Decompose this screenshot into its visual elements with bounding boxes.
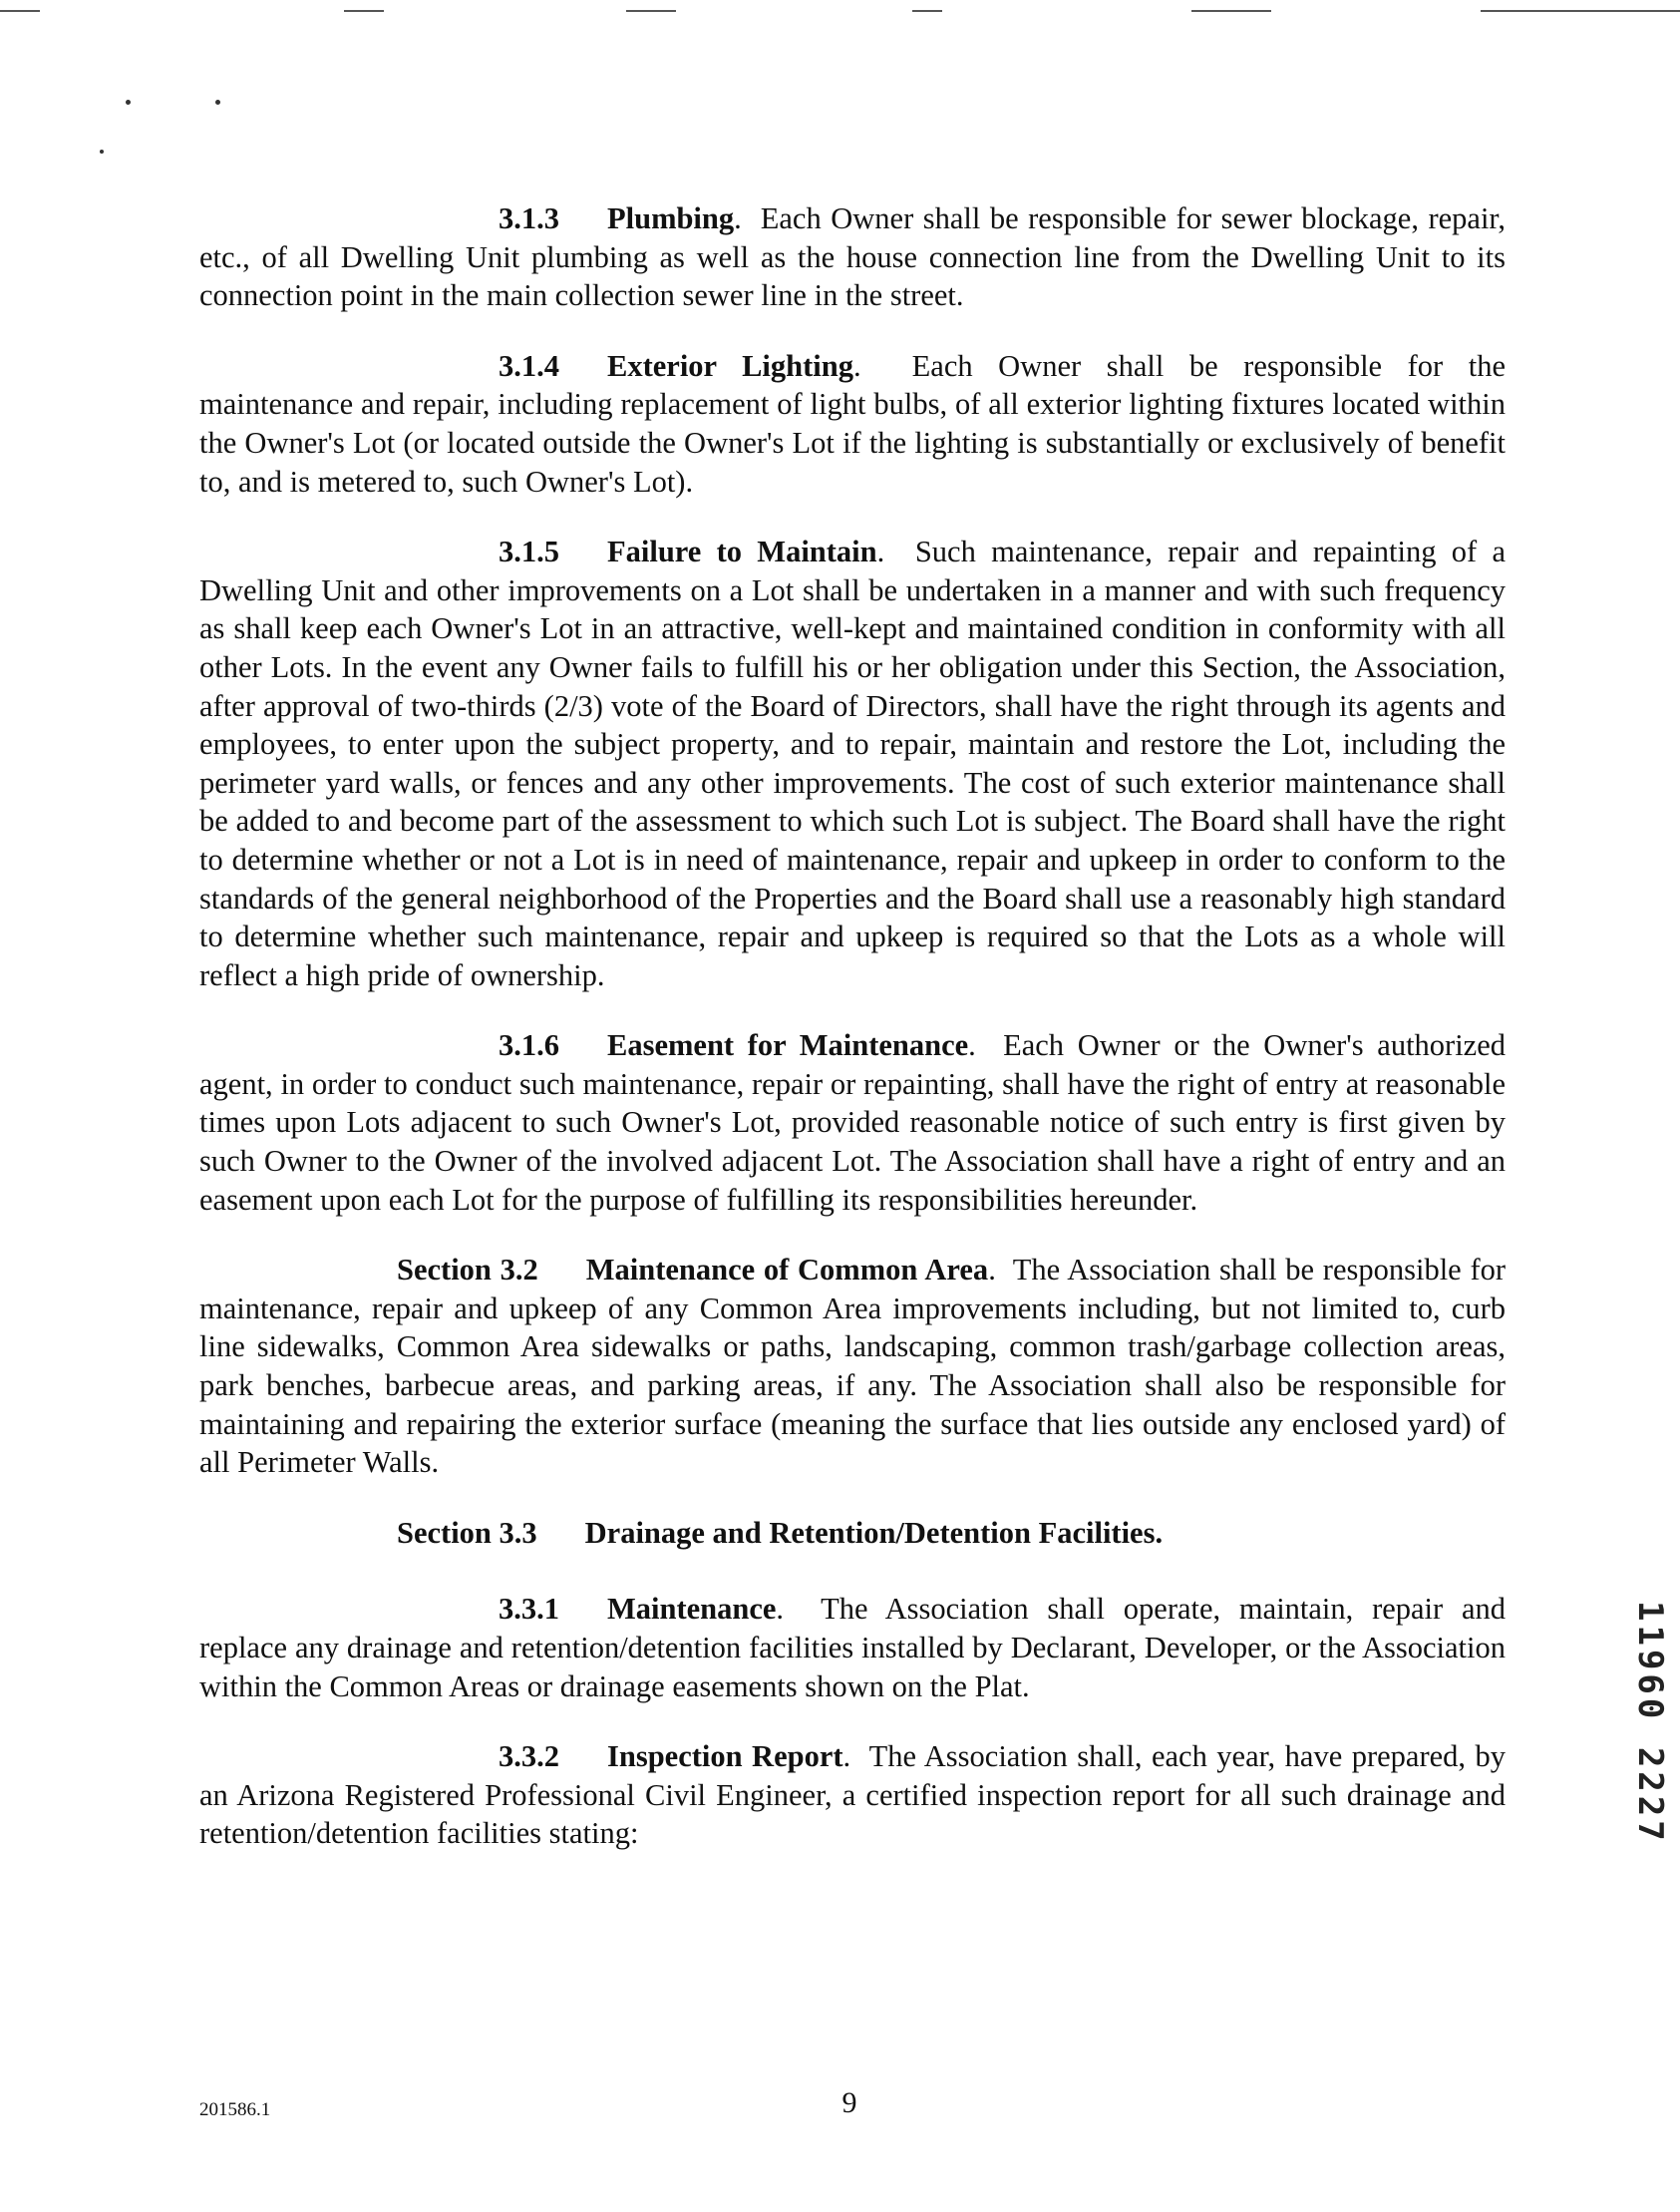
paragraph-heading: Failure to Maintain [607, 535, 877, 569]
paragraph-number: 3.3.2 [499, 1739, 559, 1774]
scan-artifact [626, 10, 676, 12]
paragraph-number: 3.1.6 [499, 1028, 559, 1063]
paragraph-text: The Association shall operate, maintain, repair and replace any drainage and retention/detention facilities installed by Declarant, Developer, or the Association within the Common Areas or drainage easements shown on the Plat. [199, 1592, 1507, 1703]
scan-artifact [1481, 10, 1680, 12]
heading-punctuation: . [968, 1028, 976, 1063]
section-text: The Association shall be responsible for maintenance, repair and upkeep of any Common Area improvements including, but not limited to, curb line sidewalks, Common Area sidewalks or paths, landscaping, common trash/garbage collection areas, park benches, barbecue areas, and parking areas, if any. The Association shall also be responsible for maintaining and repairing the exterior surface (meaning the surface that lies outside any enclosed yard) of all Perimeter Walls. [199, 1253, 1507, 1480]
paragraph-number: 3.1.5 [499, 535, 559, 569]
scan-artifact [0, 10, 40, 12]
paragraph-heading: Exterior Lighting [607, 348, 853, 383]
heading-punctuation: . [842, 1739, 851, 1774]
paragraph-text: Each Owner shall be responsible for the maintenance and repair, including replacement of light bulbs, of all exterior lighting fixtures located within the Owner's Lot (or located outside the Owner's Lot if the lighting is substantially or exclusively of benefit to, and is metered to, such Owner's Lot). [199, 348, 1506, 499]
footer-page-number: 9 [841, 2086, 857, 2119]
section-heading: Maintenance of Common Area [585, 1253, 989, 1288]
paragraph-heading: Plumbing [607, 201, 735, 235]
footer-document-id: 201586.1 [199, 2099, 271, 2120]
section-number: Section 3.3 [397, 1515, 537, 1550]
paragraph-text: Each Owner shall be responsible for sewer blockage, repair, etc., of all Dwelling Unit plumbing as well as the house connection line from the Dwelling Unit to its connection point in the main collection sewer line in the street. [199, 201, 1506, 313]
scan-artifact [1191, 10, 1271, 12]
paragraph-text: Each Owner or the Owner's authorized agent, in order to conduct such maintenance, repair or repainting, shall have the right of entry at reasonable times upon Lots adjacent to such Owner's Lot, provided reasonable notice of such entry is first given by such Owner to the Owner of the involved adjacent Lot. The Association shall have a right of entry and an easement upon each Lot for the purpose of fulfilling its responsibilities hereunder. [199, 1028, 1507, 1217]
heading-punctuation: . [988, 1253, 996, 1288]
section-3-2 [199, 1251, 1506, 1482]
scan-speck [215, 100, 220, 105]
paragraph-3-3-1 [199, 1590, 1506, 1705]
paragraph-number: 3.3.1 [499, 1592, 559, 1627]
document-body [199, 199, 1506, 1885]
section-3-3 [199, 1514, 1506, 1553]
section-number: Section 3.2 [397, 1253, 538, 1288]
scan-artifact [912, 10, 942, 12]
heading-punctuation: . [776, 1592, 785, 1627]
paragraph-text: The Association shall, each year, have prepared, by an Arizona Registered Professional Civil Engineer, a certified inspection report for all such drainage and retention/detention facilities stating: [199, 1739, 1506, 1851]
paragraph-3-1-5 [199, 533, 1506, 994]
paragraph-3-1-3 [199, 199, 1506, 315]
heading-punctuation: . [852, 348, 861, 383]
paragraph-number: 3.1.4 [499, 348, 559, 383]
paragraph-text: Such maintenance, repair and repainting of a Dwelling Unit and other improvements on a Lot shall be undertaken in a manner and with such frequency as shall keep each Owner's Lot in an attractive, well-kept and maintained condition in conformity with all other Lots. In the event any Owner fails to fulfill his or her obligation under this Section, the Association, after approval of two-thirds (2/3) vote of the Board of Directors, shall have the right through its agents and employees, to enter upon the subject property, and to repair, maintain and restore the Lot, including the perimeter yard walls, or fences and any other improvements. The cost of such exterior maintenance shall be added to and become part of the assessment to which such Lot is subject. The Board shall have the right to determine whether or not a Lot is in need of maintenance, repair and upkeep in order to conform to the standards of the general neighborhood of the Properties and the Board shall use a reasonably high standard to determine whether such maintenance, repair and upkeep is required so that the Lots as a whole will reflect a high pride of ownership. [199, 535, 1506, 992]
recording-number-stamp: 11960 2227 [1630, 1601, 1670, 1845]
paragraph-3-1-4 [199, 347, 1506, 501]
heading-punctuation: . [876, 535, 885, 569]
paragraph-3-3-2 [199, 1737, 1506, 1853]
scan-speck [126, 100, 131, 105]
paragraph-heading: Inspection Report [607, 1739, 843, 1774]
paragraph-heading: Easement for Maintenance [607, 1028, 969, 1063]
paragraph-3-1-6 [199, 1026, 1506, 1219]
paragraph-heading: Maintenance [607, 1592, 777, 1627]
section-heading: Drainage and Retention/Detention Facilities. [584, 1515, 1164, 1550]
paragraph-number: 3.1.3 [499, 201, 559, 235]
scan-speck [100, 150, 104, 154]
heading-punctuation: . [734, 201, 742, 235]
scan-artifact [344, 10, 384, 12]
